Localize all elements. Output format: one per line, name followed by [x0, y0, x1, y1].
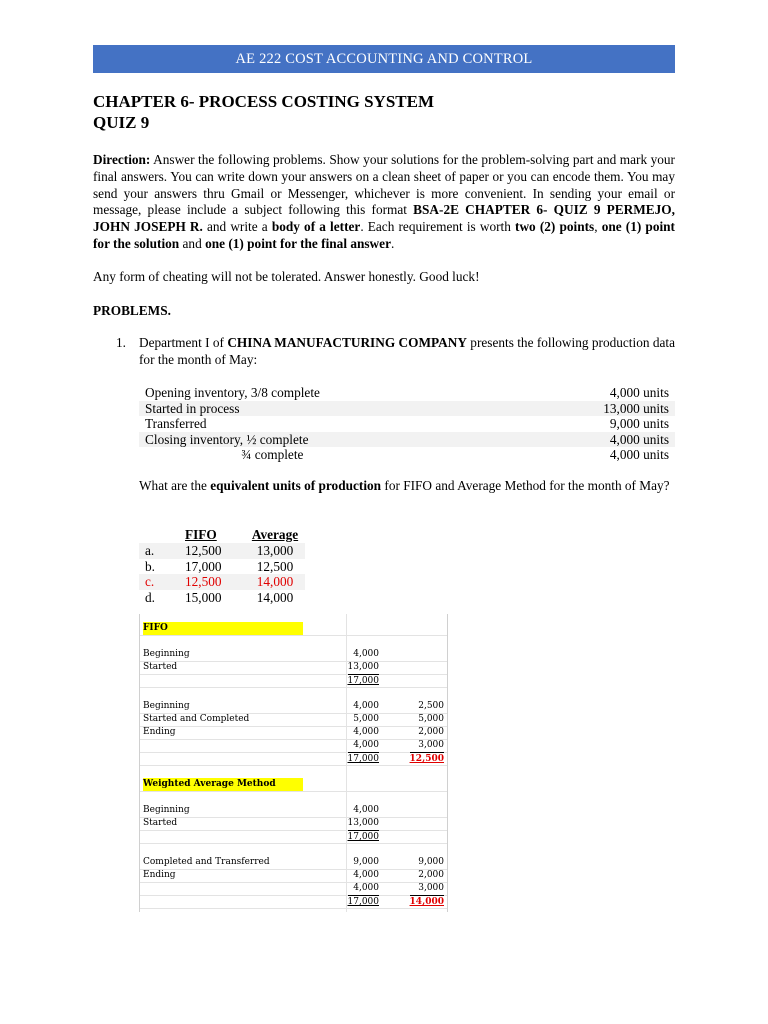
row-value: 4,000 units: [609, 385, 669, 400]
row-value: 4,000 units: [518, 432, 675, 448]
eup-total: 14,000: [409, 897, 444, 907]
row-value: 13,000 units: [518, 401, 675, 417]
eup-value: 3,000: [418, 740, 444, 750]
table-row: [139, 432, 675, 448]
question-text-1: What are the: [139, 478, 211, 493]
units-value: 4,000: [353, 740, 379, 750]
average-header: Average: [251, 527, 299, 542]
weighted-average-section: [140, 778, 447, 792]
table-row: [140, 648, 447, 662]
table-row: [140, 713, 447, 727]
row-label: Closing inventory, ½ complete: [139, 432, 518, 448]
answer-point: one (1) point for the final answer: [205, 235, 391, 251]
problem-number: 1.: [116, 335, 126, 350]
units-value: 4,000: [353, 727, 379, 737]
row-label: Beginning: [143, 701, 190, 711]
choice-average: 12,500: [256, 558, 294, 574]
fifo-section: [140, 622, 447, 636]
eup-value: 2,500: [418, 701, 444, 711]
table-row: [140, 895, 447, 909]
direction-text-3: . Each requirement is worth: [360, 219, 516, 235]
problem-text-2: presents the following production data for the month of May:: [139, 335, 675, 367]
question-bold: equivalent units of production: [210, 478, 382, 493]
row-label: Ending: [143, 870, 176, 880]
choice-c-answer: [139, 574, 305, 590]
units-value: 4,000: [353, 870, 379, 880]
table-row: [140, 830, 447, 844]
subject-format: BSA-2E CHAPTER 6- QUIZ 9 PERMEJO, JOHN JOSEPH R.: [93, 202, 675, 235]
direction-label: Direction:: [93, 152, 151, 167]
fifo-label: FIFO: [143, 622, 303, 635]
table-row: [140, 817, 447, 831]
units-total: 17,000: [347, 897, 379, 907]
eup-value: 5,000: [418, 714, 444, 724]
problem-1: [116, 335, 675, 368]
choice-average: 14,000: [245, 574, 305, 590]
problems-heading: PROBLEMS.: [93, 303, 171, 318]
choice-fifo: 12,500: [185, 574, 245, 590]
table-row: [139, 385, 675, 401]
row-label: Started: [143, 818, 178, 828]
table-row: [140, 726, 447, 740]
choice-d: [139, 590, 305, 606]
choice-average: 14,000: [256, 589, 294, 605]
production-data-table: [139, 385, 675, 463]
weighted-average-label: Weighted Average Method: [143, 778, 303, 791]
course-banner: AE 222 COST ACCOUNTING AND CONTROL: [93, 45, 675, 73]
row-label: Completed and Transferred: [143, 857, 270, 867]
units-value: 13,000: [347, 818, 379, 828]
choice-letter: a.: [139, 543, 185, 559]
row-label: Ending: [143, 727, 176, 737]
units-total: 17,000: [347, 754, 379, 764]
row-label: Opening inventory, 3/8 complete: [145, 385, 320, 400]
table-row: [140, 804, 447, 818]
units-value: 13,000: [347, 662, 379, 672]
quiz-title: QUIZ 9: [93, 113, 150, 132]
table-row: [139, 401, 675, 417]
question-text-2: for FIFO and Average Method for the month of May?: [381, 478, 670, 493]
points-worth: two (2) points: [515, 219, 595, 235]
choices-header: [139, 527, 305, 543]
eup-value: 9,000: [418, 857, 444, 867]
table-row: [140, 661, 447, 675]
row-label: Started and Completed: [143, 714, 250, 724]
body-of-letter: body of a letter: [271, 219, 361, 235]
direction-text-5: and: [179, 235, 206, 251]
direction-paragraph: [93, 152, 675, 253]
choice-fifo: 12,500: [185, 543, 245, 559]
eup-value: 3,000: [418, 883, 444, 893]
solution-spreadsheet: [139, 614, 448, 912]
table-row: [139, 447, 675, 463]
row-label: Transferred: [145, 416, 207, 431]
table-row: [140, 739, 447, 753]
table-row: [140, 856, 447, 870]
direction-text-1: Answer the following problems. Show your solutions for the problem-solving part and mark your final answers. You can write down your answers on a clean sheet of paper or you can encode them. You may send your answers thru Gmail or Messenger, whichever is more convenient. In sending your email or message, please include a subject following this format: [93, 152, 675, 218]
row-label: ¾ complete: [145, 447, 304, 462]
table-row: [140, 700, 447, 714]
eup-value: 2,000: [418, 727, 444, 737]
eup-value: 2,000: [418, 870, 444, 880]
units-total: 17,000: [347, 676, 379, 686]
choice-fifo: 15,000: [185, 589, 222, 605]
choice-fifo: 17,000: [185, 558, 222, 574]
row-label: Started: [143, 662, 178, 672]
question-text: [139, 478, 675, 495]
row-value: 4,000 units: [609, 447, 669, 462]
page-title: [93, 91, 434, 133]
fifo-header: FIFO: [185, 527, 217, 542]
units-value: 4,000: [353, 701, 379, 711]
units-value: 5,000: [353, 714, 379, 724]
solution-point: one (1) point for the solution: [93, 219, 675, 251]
cheating-warning: Any form of cheating will not be tolerated. Answer honestly. Good luck!: [93, 269, 480, 284]
chapter-title: CHAPTER 6- PROCESS COSTING SYSTEM: [93, 92, 435, 111]
table-row: [140, 674, 447, 688]
units-value: 4,000: [353, 649, 379, 659]
choice-average: 13,000: [245, 543, 305, 559]
row-label: Started in process: [139, 401, 518, 417]
units-total: 17,000: [347, 832, 379, 842]
choice-letter: d.: [145, 589, 155, 605]
row-label: Beginning: [143, 805, 190, 815]
table-row: [140, 869, 447, 883]
units-value: 4,000: [353, 883, 379, 893]
answer-choices-table: [139, 527, 305, 605]
choice-letter: b.: [145, 558, 155, 574]
units-value: 4,000: [353, 805, 379, 815]
choice-b: [139, 559, 305, 575]
company-name: CHINA MANUFACTURING COMPANY: [227, 335, 467, 350]
problem-text-1: Department I of: [139, 335, 228, 350]
units-value: 9,000: [353, 857, 379, 867]
direction-text-6: .: [390, 235, 395, 251]
table-row: [140, 752, 447, 766]
row-label: Beginning: [143, 649, 190, 659]
eup-total: 12,500: [409, 754, 444, 764]
choice-letter: c.: [139, 574, 185, 590]
direction-text-2: and write a: [202, 219, 272, 235]
row-value: 9,000 units: [609, 416, 669, 431]
table-row: [140, 882, 447, 896]
choice-a: [139, 543, 305, 559]
table-row: [139, 416, 675, 432]
direction-text-4: ,: [594, 219, 602, 235]
